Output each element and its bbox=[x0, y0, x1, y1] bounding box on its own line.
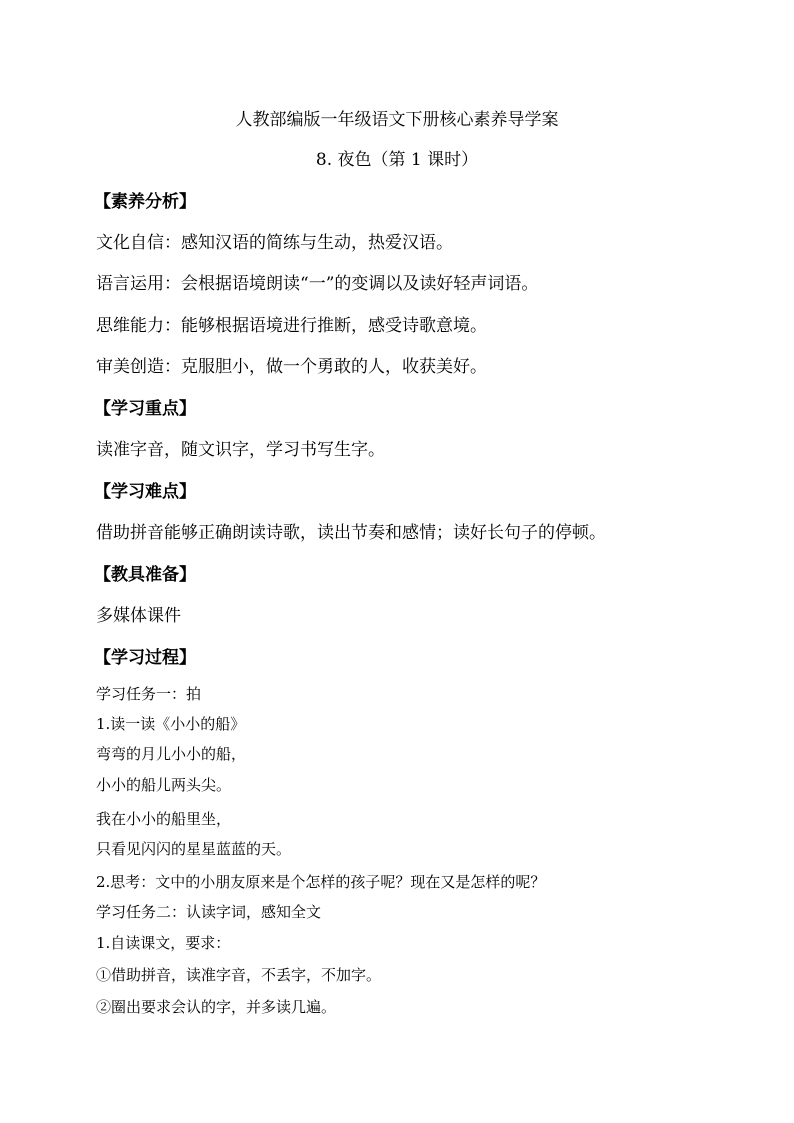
document-title: 人教部编版一年级语文下册核心素养导学案 bbox=[235, 110, 559, 130]
process-line: ②圈出要求会认的字，并多读几遍。 bbox=[96, 998, 337, 1016]
analysis-item-language: 语言运用：会根据语境朗读“一”的变调以及读好轻声词语。 bbox=[96, 274, 539, 294]
difficulty-text: 借助拼音能够正确朗读诗歌，读出节奏和感情；读好长句子的停顿。 bbox=[96, 523, 606, 543]
process-line: 学习任务二：认读字词，感知全文 bbox=[96, 903, 322, 921]
process-line: 弯弯的月儿小小的船， bbox=[96, 745, 247, 763]
process-line: 小小的船儿两头尖。 bbox=[96, 776, 232, 794]
materials-text: 多媒体课件 bbox=[96, 606, 181, 626]
process-line: 2.思考：文中的小朋友原来是个怎样的孩子呢？现在又是怎样的呢？ bbox=[96, 873, 546, 891]
section-heading-analysis: 【素养分析】 bbox=[94, 192, 196, 212]
analysis-item-aesthetic: 审美创造：克服胆小，做一个勇敢的人，收获美好。 bbox=[96, 357, 487, 377]
process-line: 1.读一读《小小的船》 bbox=[96, 715, 246, 733]
section-heading-difficulty: 【学习难点】 bbox=[94, 482, 196, 502]
section-heading-process: 【学习过程】 bbox=[94, 648, 196, 668]
process-line: ①借助拼音，读准字音，不丢字，不加字。 bbox=[96, 966, 382, 984]
process-line: 1.自读课文，要求： bbox=[96, 934, 231, 952]
section-heading-focus: 【学习重点】 bbox=[94, 399, 196, 419]
focus-text: 读准字音，随文识字，学习书写生字。 bbox=[96, 440, 385, 460]
process-line: 学习任务一：拍 bbox=[96, 685, 202, 703]
analysis-item-thinking: 思维能力：能够根据语境进行推断，感受诗歌意境。 bbox=[96, 316, 487, 336]
analysis-item-culture: 文化自信：感知汉语的简练与生动，热爱汉语。 bbox=[96, 233, 453, 253]
process-line: 我在小小的船里坐， bbox=[96, 810, 232, 828]
lesson-subtitle: 8. 夜色（第 1 课时） bbox=[315, 150, 479, 170]
section-heading-materials: 【教具准备】 bbox=[94, 565, 196, 585]
process-line: 只看见闪闪的星星蓝蓝的天。 bbox=[96, 840, 292, 858]
